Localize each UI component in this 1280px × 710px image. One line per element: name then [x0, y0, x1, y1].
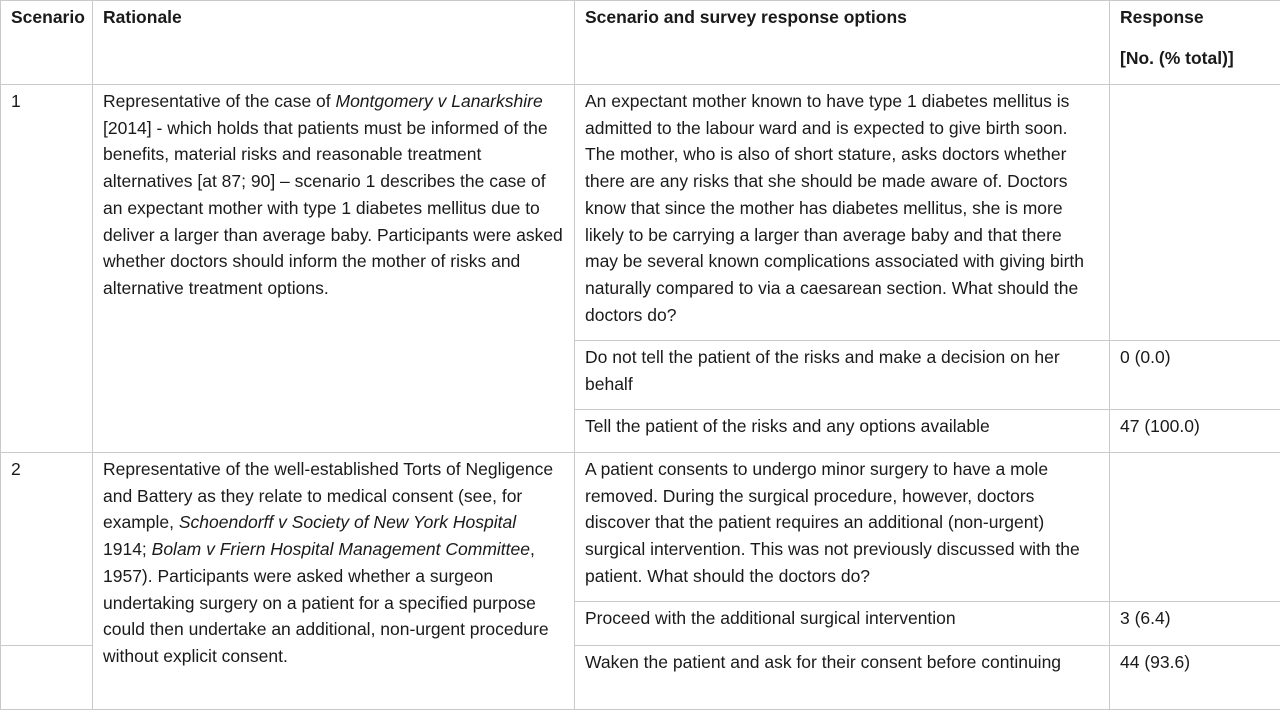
header-response-units: [No. (% total)] — [1120, 45, 1270, 72]
response-option: Do not tell the patient of the risks and make a decision on her behalf — [575, 341, 1110, 410]
header-rationale: Rationale — [93, 1, 575, 85]
scenario-description: An expectant mother known to have type 1 diabetes mellitus is admitted to the labour ward and is expected to give birth soon. The mother, who is also of short stature, asks doctors whether there are any risks that she should be made aware of. Doctors know that since the mother has diabetes mellitus, she is more likely to be carrying a larger than average baby and that there may be several known complications associated with giving birth naturally compared to via a caesarean section. What should the doctors do? — [575, 85, 1110, 341]
case-citation: Montgomery v Lanarkshire — [336, 91, 543, 111]
response-value — [1110, 453, 1280, 602]
response-value — [1110, 85, 1280, 341]
scenario-number: 1 — [1, 85, 93, 453]
table-row — [1, 85, 1280, 341]
response-option: Tell the patient of the risks and any options available — [575, 410, 1110, 453]
case-citation: Schoendorff v Society of New York Hospital — [179, 512, 516, 532]
response-option: Waken the patient and ask for their consent before continuing — [575, 646, 1110, 710]
scenario-number: 2 — [1, 453, 93, 646]
scenario-description: A patient consents to undergo minor surgery to have a mole removed. During the surgical procedure, however, doctors discover that the patient requires an additional (non-urgent) surgical intervention. This was not previously discussed with the patient. What should the doctors do? — [575, 453, 1110, 602]
rationale-text: , 1957). Participants were asked whether a surgeon undertaking surgery on a patient for a specified purpose could then undertake an additional, non-urgent procedure without explicit consent. — [103, 539, 549, 666]
rationale-text: 1914; — [103, 539, 152, 559]
rationale-cell — [93, 453, 575, 710]
header-response-label: Response — [1120, 4, 1270, 31]
case-citation: Bolam v Friern Hospital Management Committee — [152, 539, 530, 559]
response-option: Proceed with the additional surgical intervention — [575, 602, 1110, 646]
rationale-text: [2014] - which holds that patients must be informed of the benefits, material risks and reasonable treatment alternatives [at 87; 90] – scenario 1 describes the case of an expectant mother with type 1 diabetes mellitus due to deliver a larger than average baby. Participants were asked whether doctors should inform the mother of risks and alternative treatment options. — [103, 118, 563, 298]
rationale-cell — [93, 85, 575, 453]
header-scenario: Scenario — [1, 1, 93, 85]
header-options: Scenario and survey response options — [575, 1, 1110, 85]
rationale-text: Representative of the case of — [103, 91, 336, 111]
table-row — [1, 453, 1280, 602]
table-header-row — [1, 1, 1280, 85]
empty-cell — [1, 646, 93, 710]
response-value: 0 (0.0) — [1110, 341, 1280, 410]
header-response — [1110, 1, 1280, 85]
rationale-text: Representative of the well-established Torts of Negligence and Battery as they relate to medical consent (see, for example, — [103, 459, 553, 532]
response-value: 47 (100.0) — [1110, 410, 1280, 453]
response-value: 3 (6.4) — [1110, 602, 1280, 646]
response-value: 44 (93.6) — [1110, 646, 1280, 710]
